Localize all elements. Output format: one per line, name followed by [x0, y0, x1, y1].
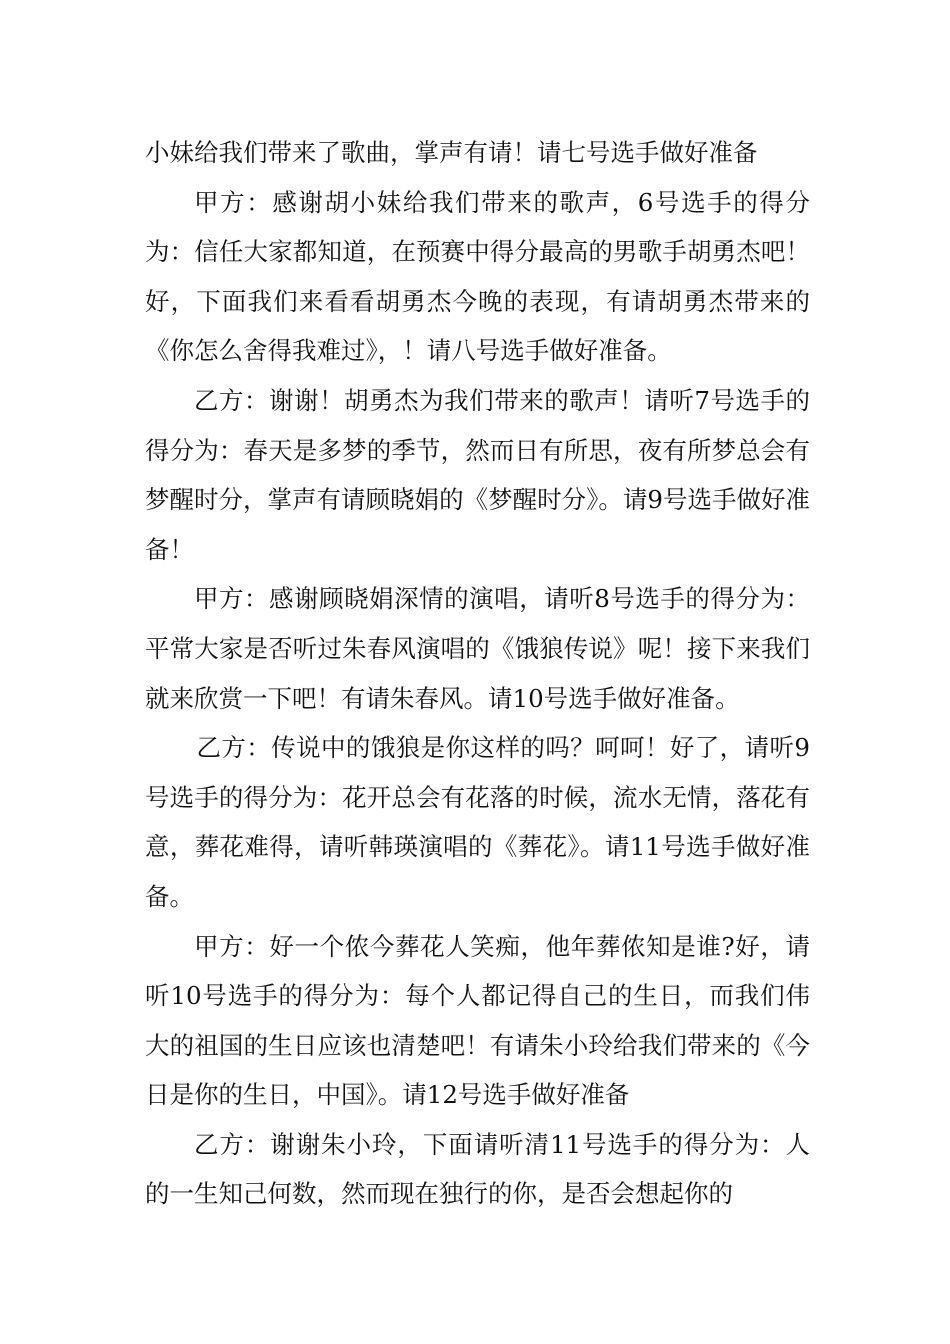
paragraph-6: 甲方：好一个侬今葬花人笑痴，他年葬侬知是谁?好，请听10号选手的得分为：每个人都记得自己的生日，而我们伟大的祖国的生日应该也清楚吧！有请朱小玲给我们带来的《今日是你的生日，中国》。请12号选手做好准备 — [145, 931, 810, 1110]
paragraph-1: 小妹给我们带来了歌曲，掌声有请！请七号选手做好准备 — [145, 138, 758, 167]
paragraph-7: 乙方：谢谢朱小玲，下面请听清11号选手的得分为：人的一生知己何数，然而现在独行的你，是否会想起你的 — [145, 1129, 810, 1209]
paragraph-2: 甲方：感谢胡小妹给我们带来的歌声，6号选手的得分为：信任大家都知道，在预赛中得分最高的男歌手胡勇杰吧！好，下面我们来看看胡勇杰今晚的表现，有请胡勇杰带来的《你怎么舍得我难过》，！请八号选手做好准备。 — [145, 187, 810, 366]
paragraph-5: 乙方：传说中的饿狼是你这样的吗？呵呵！好了，请听9号选手的得分为：花开总会有花落的时候，流水无情，落花有意，葬花难得，请听韩瑛演唱的《葬花》。请11号选手做好准备。 — [145, 733, 810, 911]
document-body — [145, 128, 810, 1219]
paragraph-4: 甲方：感谢顾晓娟深情的演唱，请听8号选手的得分为：平常大家是否听过朱春风演唱的《饿狼传说》呢！接下来我们就来欣赏一下吧！有请朱春风。请10号选手做好准备。 — [145, 584, 810, 713]
paragraph-3: 乙方：谢谢！胡勇杰为我们带来的歌声！请听7号选手的得分为：春天是多梦的季节，然而日有所思，夜有所梦总会有梦醒时分，掌声有请顾晓娟的《梦醒时分》。请9号选手做好准备！ — [145, 385, 810, 564]
